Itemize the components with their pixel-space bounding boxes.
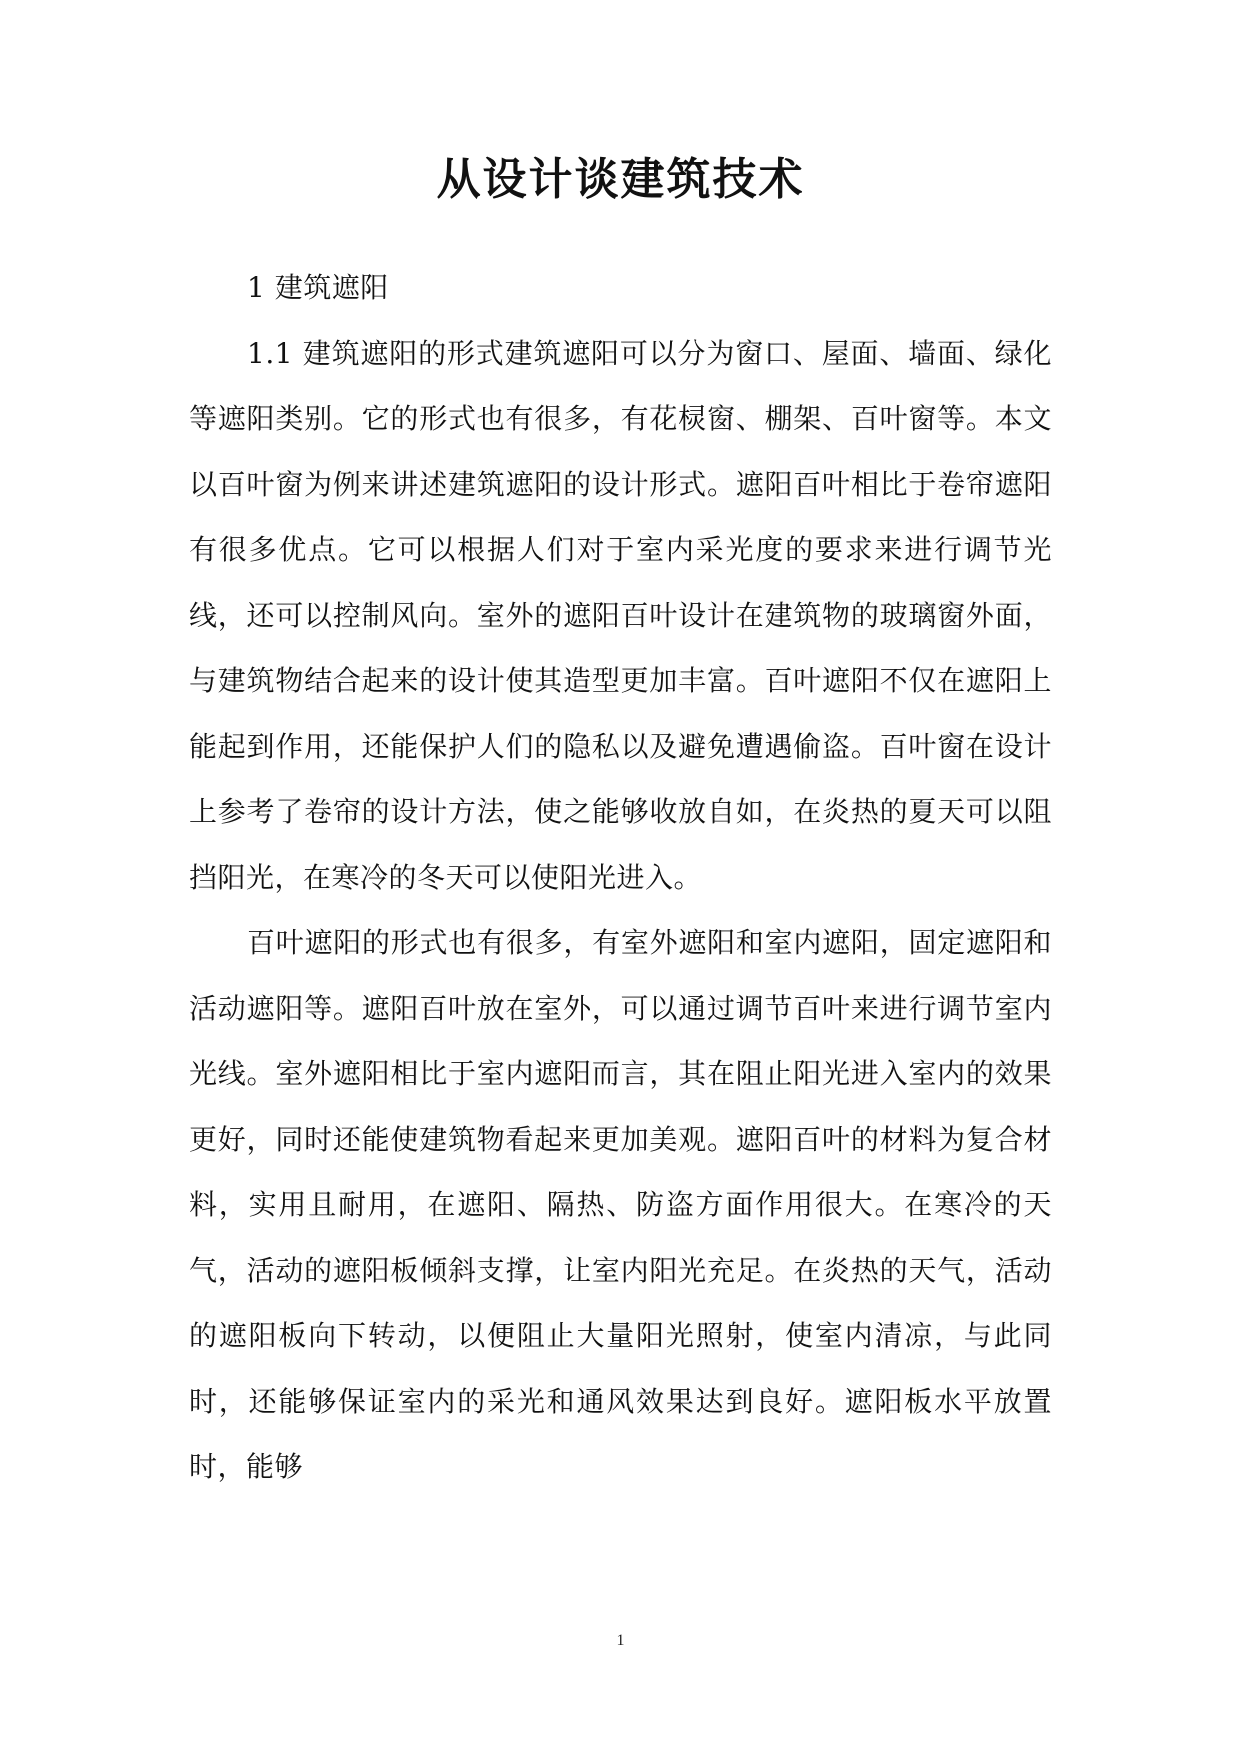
paragraph: 1.1 建筑遮阳的形式建筑遮阳可以分为窗口、屋面、墙面、绿化等遮阳类别。它的形式也有很多，有花棂窗、棚架、百叶窗等。本文以百叶窗为例来讲述建筑遮阳的设计形式。遮阳百叶相比于卷帘遮阳有很多优点。它可以根据人们对于室内采光度的要求来进行调节光线，还可以控制风向。室外的遮阳百叶设计在建筑物的玻璃窗外面，与建筑物结合起来的设计使其造型更加丰富。百叶遮阳不仅在遮阳上能起到作用，还能保护人们的隐私以及避免遭遇偷盗。百叶窗在设计上参考了卷帘的设计方法，使之能够收放自如，在炎热的夏天可以阻挡阳光，在寒冷的冬天可以使阳光进入。 (189, 336, 1052, 894)
page-number: 1 (616, 1632, 625, 1649)
document-body (189, 255, 1052, 1500)
paragraph: 百叶遮阳的形式也有很多，有室外遮阳和室内遮阳，固定遮阳和活动遮阳等。遮阳百叶放在室外，可以通过调节百叶来进行调节室内光线。室外遮阳相比于室内遮阳而言，其在阻止阳光进入室内的效果更好，同时还能使建筑物看起来更加美观。遮阳百叶的材料为复合材料，实用且耐用，在遮阳、隔热、防盗方面作用很大。在寒冷的天气，活动的遮阳板倾斜支撑，让室内阳光充足。在炎热的天气，活动的遮阳板向下转动，以便阻止大量阳光照射，使室内清凉，与此同时，还能够保证室内的采光和通风效果达到良好。遮阳板水平放置时，能够 (189, 926, 1052, 1483)
document-title: 从设计谈建筑技术 (436, 154, 805, 205)
section-heading: 1 建筑遮阳 (247, 271, 389, 304)
